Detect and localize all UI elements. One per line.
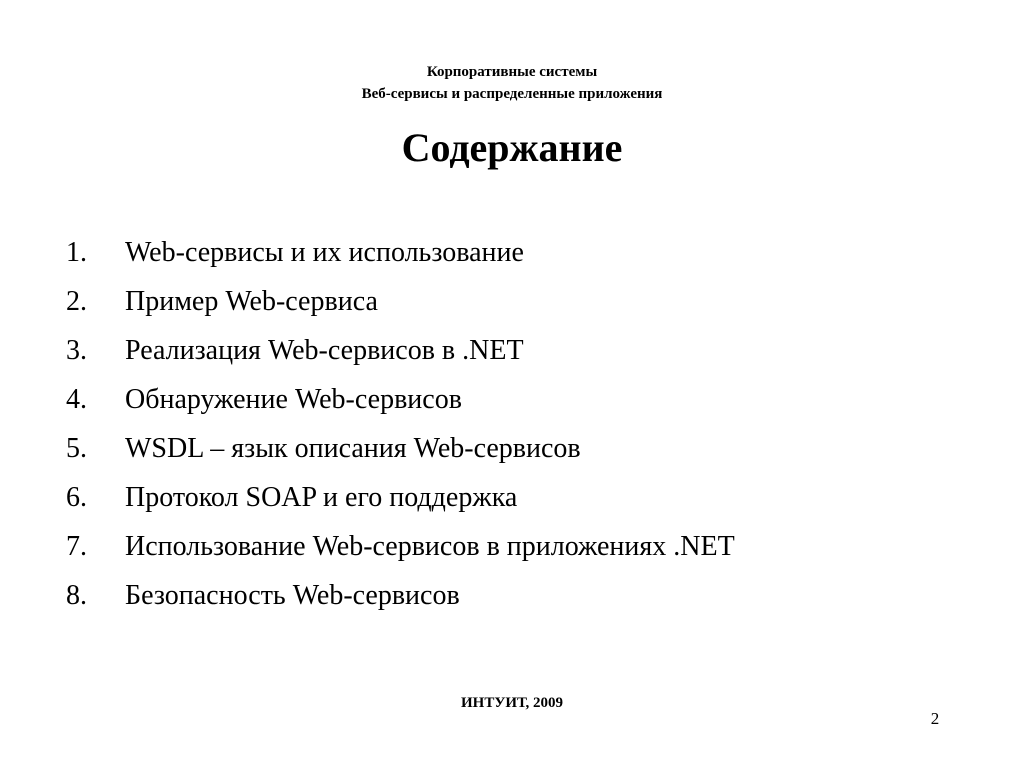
toc-item-text: Протокол SOAP и его поддержка (125, 482, 518, 513)
toc-item-text: Использование Web-сервисов в приложениях .NET (125, 531, 735, 562)
slide-title: Содержание (401, 125, 623, 170)
toc-item-text: Обнаружение Web-сервисов (125, 384, 462, 415)
slide-footer: ИНТУИТ, 2009 (460, 695, 564, 711)
toc-item-number: 5. (66, 433, 87, 464)
toc-item-text: Реализация Web-сервисов в .NET (125, 335, 524, 366)
toc-item-number: 2. (66, 286, 87, 317)
toc-item-text: Пример Web-сервиса (125, 286, 378, 317)
toc-item-number: 6. (66, 482, 87, 513)
toc-item-2 (66, 277, 966, 326)
toc-item-text: Безопасность Web-сервисов (125, 580, 460, 611)
toc-item-8 (66, 571, 966, 620)
course-title: Корпоративные системы (426, 64, 598, 80)
toc-item-5 (66, 424, 966, 473)
course-subtitle: Веб-сервисы и распределенные приложения (361, 86, 663, 102)
toc-item-3 (66, 326, 966, 375)
toc-item-6 (66, 473, 966, 522)
toc-item-number: 8. (66, 580, 87, 611)
toc-item-number: 7. (66, 531, 87, 562)
toc-item-number: 3. (66, 335, 87, 366)
toc-item-4 (66, 375, 966, 424)
toc-item-7 (66, 522, 966, 571)
slide-header (0, 61, 1024, 105)
page-number: 2 (930, 709, 940, 728)
toc-item-number: 1. (66, 237, 87, 268)
table-of-contents (66, 228, 966, 620)
toc-item-text: Web-сервисы и их использование (125, 237, 524, 268)
toc-item-text: WSDL – язык описания Web-сервисов (125, 433, 581, 464)
toc-item-1 (66, 228, 966, 277)
toc-item-number: 4. (66, 384, 87, 415)
